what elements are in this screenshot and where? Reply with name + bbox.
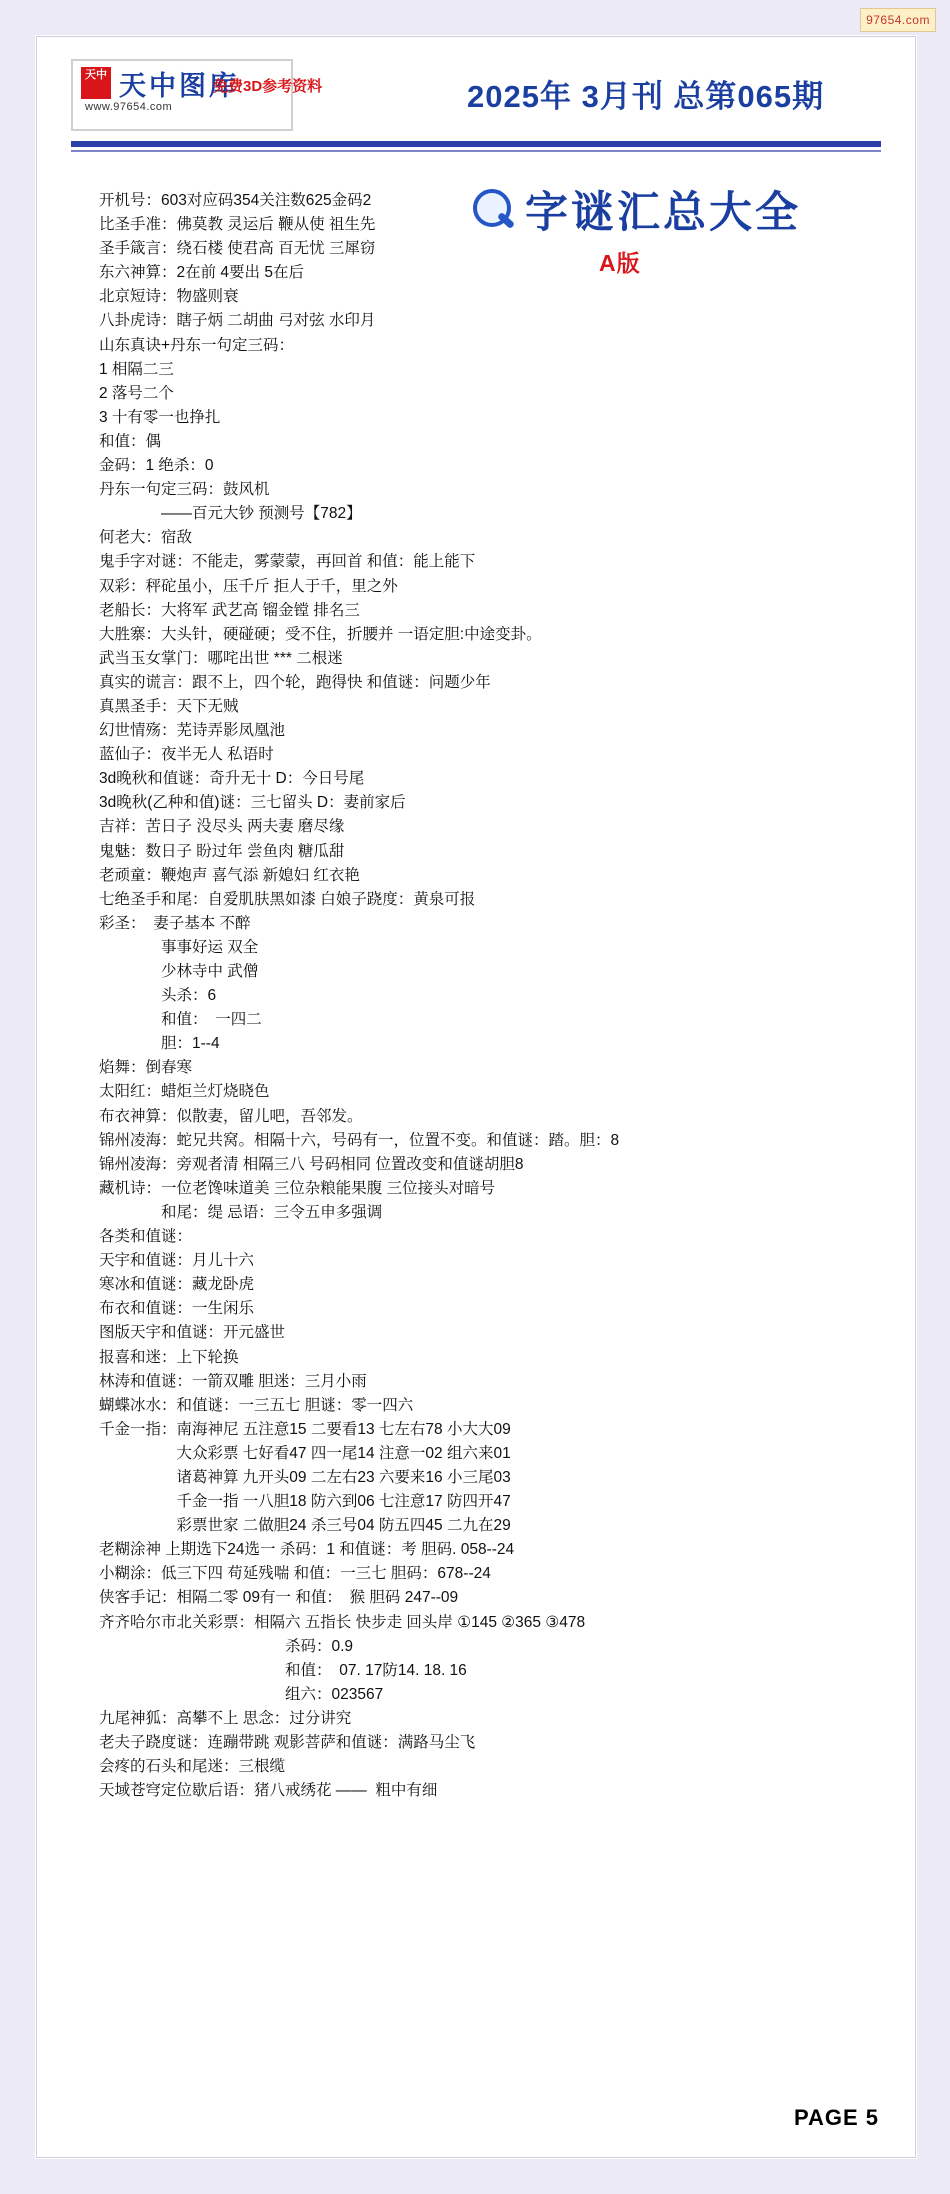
- body-line: 鬼魅：数日子 盼过年 尝鱼肉 糖瓜甜: [99, 842, 345, 860]
- body-line: 和尾：缇 忌语：三令五申多强调: [99, 1203, 383, 1221]
- body-line: 事事好运 双全: [99, 938, 259, 956]
- body-line: 焰舞：倒春寒: [99, 1059, 193, 1077]
- body-line: 八卦虎诗：瞎子炳 二胡曲 弓对弦 水印月: [99, 312, 376, 330]
- body-line: 丹东一句定三码：鼓风机: [99, 481, 270, 499]
- body-line: 头杀：6: [99, 987, 217, 1005]
- body-line: 会疼的石头和尾迷：三根缆: [99, 1758, 286, 1776]
- body-line: 1 相隔二三: [99, 360, 174, 378]
- body-line: 幻世情殇：芜诗弄影凤凰池: [99, 722, 286, 740]
- body-line: 双彩：秤砣虽小，压千斤 拒人于千，里之外: [99, 577, 398, 595]
- document-body: [99, 189, 889, 1803]
- body-line: 九尾神狐：高攀不上 思念：过分讲究: [99, 1709, 352, 1727]
- body-line: 和值：偶: [99, 432, 162, 450]
- body-line: 何老大：宿敌: [99, 529, 193, 547]
- body-line: 少林寺中 武僧: [99, 963, 259, 980]
- body-line: 布衣和值谜：一生闲乐: [99, 1300, 255, 1318]
- body-line: 老顽童：鞭炮声 喜气添 新媳妇 红衣艳: [99, 866, 360, 884]
- body-line: 3d晚秋(乙种和值)谜：三七留头 D：妻前家后: [99, 794, 406, 812]
- body-line: 彩圣： 妻子基本 不醉: [99, 914, 251, 932]
- body-line: 开机号：603对应码354关注数625金码2: [99, 192, 372, 209]
- body-line: 吉祥：苦日子 没尽头 两夫妻 磨尽缘: [99, 818, 345, 836]
- body-line: 鬼手字对谜：不能走，雾蒙蒙，再回首 和值：能上能下: [99, 553, 476, 571]
- brand-subtitle: 免费3D参考资料: [213, 78, 323, 95]
- body-line: 太阳红：蜡炬兰灯烧晓色: [99, 1083, 270, 1101]
- body-line: 蝴蝶冰水：和值谜：一三五七 胆谜：零一四六: [99, 1396, 414, 1414]
- page-number: PAGE 5: [793, 2105, 879, 2130]
- body-line: 千金一指：南海神尼 五注意15 二要看13 七左右78 小大大09: [99, 1420, 511, 1438]
- body-line: 报喜和迷：上下轮换: [99, 1348, 239, 1366]
- body-line: 金码：1 绝杀：0: [99, 457, 214, 475]
- document-sheet: [36, 36, 916, 2158]
- header-divider: [71, 141, 881, 147]
- edition-badge: A版: [599, 250, 641, 276]
- body-line: 布衣神算：似散妻，留儿吧，吾邻发。: [99, 1107, 363, 1125]
- body-line: 藏机诗：一位老馋味道美 三位杂粮能果腹 三位接头对暗号: [99, 1179, 496, 1197]
- brand-url: www.97654.com: [85, 101, 173, 113]
- body-line: 比圣手准：佛莫教 灵运后 鞭从使 祖生先: [99, 216, 376, 234]
- body-line: 和值： 07. 17防14. 18. 16: [99, 1661, 467, 1679]
- body-line: ——百元大钞 预测号【782】: [99, 505, 362, 523]
- body-line: 山东真诀+丹东一句定三码：: [99, 336, 295, 354]
- body-line: 大众彩票 七好看47 四一尾14 注意一02 组六来01: [99, 1444, 511, 1462]
- header-divider-thin: [71, 150, 881, 152]
- brand-mark-icon: 天中: [81, 67, 111, 99]
- body-line: 天宇和值谜：月儿十六: [99, 1252, 255, 1270]
- body-line: 锦州凌海：旁观者清 相隔三八 号码相同 位置改变和值谜胡胆8: [99, 1155, 524, 1173]
- body-line: 老夫子跷度谜：连蹦带跳 观影菩萨和值谜：满路马尘飞: [99, 1734, 476, 1751]
- body-line: 真黑圣手：天下无贼: [99, 697, 239, 715]
- body-line: 真实的谎言：跟不上，四个轮，跑得快 和值谜：问题少年: [99, 673, 491, 691]
- body-line: 寒冰和值谜：藏龙卧虎: [99, 1276, 255, 1294]
- body-line: 天域苍穹定位歇后语：猪八戒绣花 —— 粗中有细: [99, 1782, 438, 1800]
- body-line: 蓝仙子：夜半无人 私语时: [99, 746, 274, 764]
- body-line: 圣手箴言：绕石楼 使君高 百无忧 三犀窃: [99, 240, 376, 258]
- body-line: 齐齐哈尔市北关彩票：相隔六 五指长 快步走 回头岸 ①145 ②365 ③478: [99, 1613, 586, 1631]
- body-line: 组六：023567: [99, 1685, 384, 1703]
- body-line: 图版天宇和值谜：开元盛世: [99, 1324, 286, 1342]
- brand-title: 天中图库: [119, 70, 239, 101]
- body-line: 千金一指 一八胆18 防六到06 七注意17 防四开47: [99, 1493, 511, 1511]
- page-header: [37, 37, 915, 149]
- body-line: 彩票世家 二做胆24 杀三号04 防五四45 二九在29: [99, 1517, 511, 1535]
- body-line: 大胜寨：大头针，硬碰硬；受不住，折腰并 一语定胆:中途变卦。: [99, 625, 542, 643]
- body-line: 杀码：0.9: [99, 1637, 354, 1655]
- body-line: 北京短诗：物盛则衰: [99, 288, 239, 306]
- issue-label: 2025年 3月刊 总第065期: [467, 79, 825, 114]
- page-title: 字谜汇总大全: [525, 189, 801, 237]
- body-line: 3d晚秋和值谜：奇升无十 D：今日号尾: [99, 770, 365, 788]
- body-line: 老糊涂神 上期选下24选一 杀码：1 和值谜：考 胆码. 058--24: [99, 1541, 515, 1559]
- body-line: 武当玉女掌门：哪咤出世 *** 二根迷: [99, 649, 343, 667]
- site-watermark: 97654.com: [860, 8, 936, 32]
- body-line: 侠客手记：相隔二零 09有一 和值： 猴 胆码 247--09: [99, 1589, 459, 1607]
- body-line: 各类和值谜：: [99, 1228, 193, 1246]
- body-line: 小糊涂：低三下四 苟延残喘 和值：一三七 胆码：678--24: [99, 1565, 491, 1583]
- body-line: 2 落号二个: [99, 384, 174, 402]
- body-line: 林涛和值谜：一箭双雕 胆迷：三月小雨: [99, 1372, 367, 1390]
- body-line: 3 十有零一也挣扎: [99, 408, 221, 426]
- body-line: 锦州凌海：蛇兄共窝。相隔十六，号码有一，位置不变。和值谜：踏。胆：8: [99, 1131, 620, 1149]
- body-line: 七绝圣手和尾：自爱肌肤黑如漆 白娘子跷度：黄泉可报: [99, 890, 476, 908]
- body-line: 东六神算：2在前 4要出 5在后: [99, 264, 304, 282]
- body-line: 和值： 一四二: [99, 1011, 262, 1029]
- body-line: 诸葛神算 九开头09 二左右23 六要来16 小三尾03: [99, 1468, 511, 1486]
- body-line: 老船长：大将军 武艺高 镏金镗 排名三: [99, 601, 360, 619]
- body-line: 胆：1--4: [99, 1035, 220, 1053]
